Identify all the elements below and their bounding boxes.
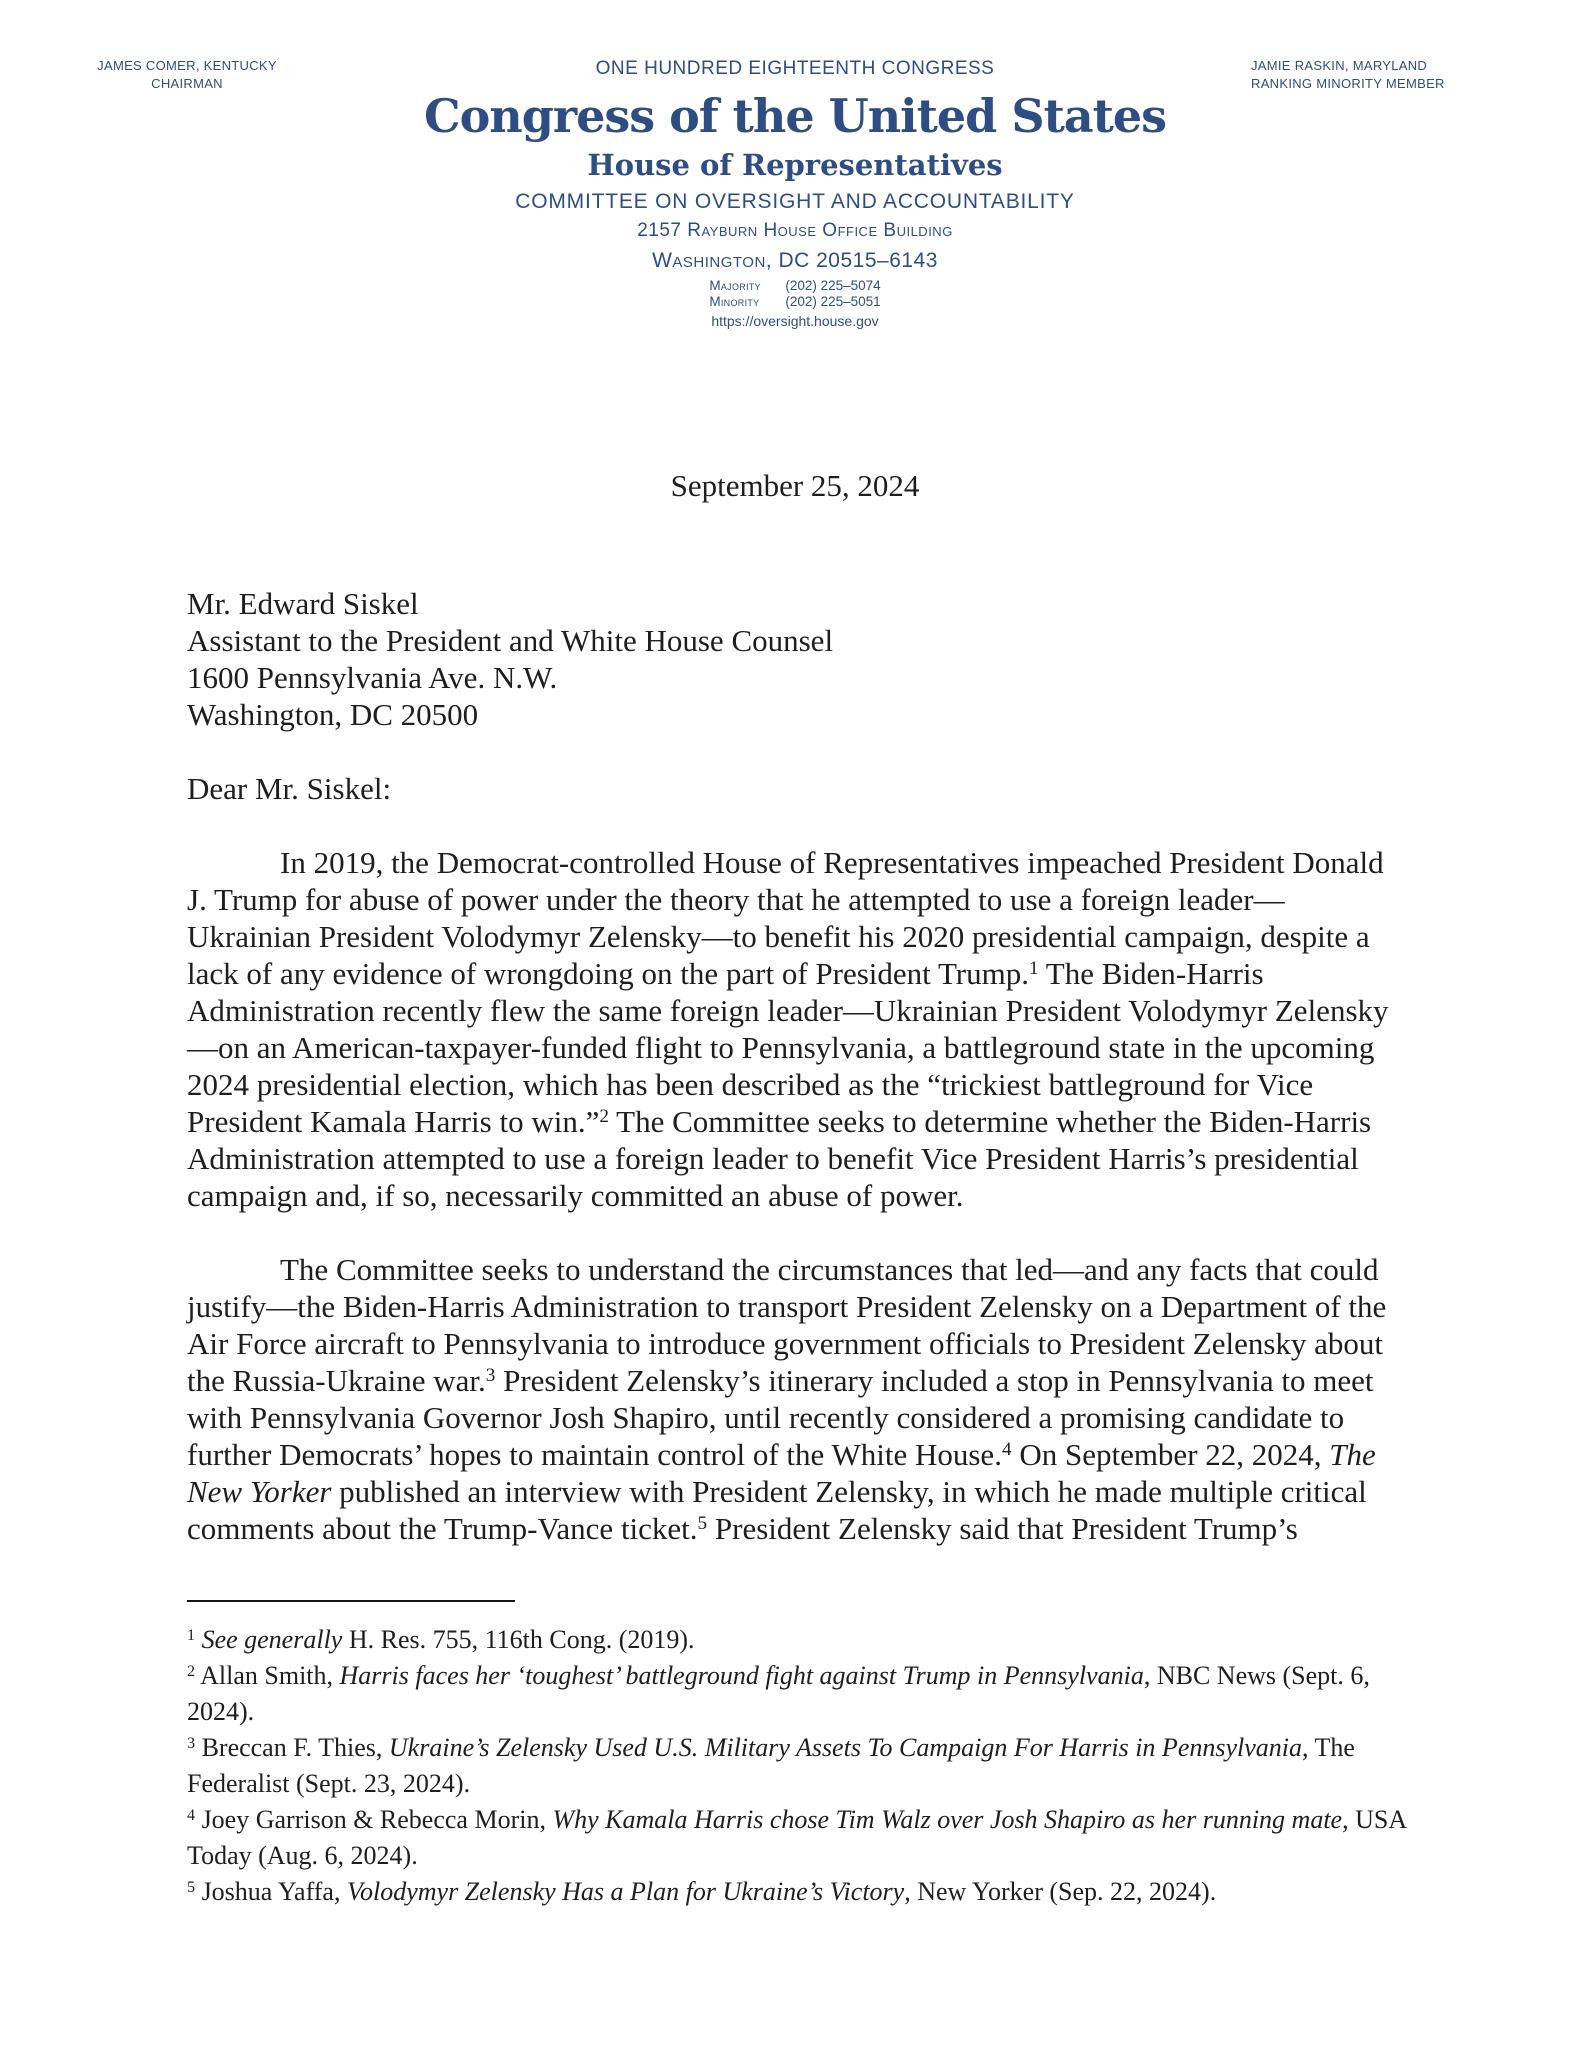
recipient-address-block [187, 585, 1405, 733]
majority-phone-row [709, 278, 880, 294]
footnotes-section [187, 1600, 1413, 1910]
footnote-separator-rule [187, 1600, 515, 1602]
salutation: Dear Mr. Siskel: [187, 771, 392, 806]
minority-phone-number: (202) 225–5051 [785, 294, 881, 309]
ranking-member-block [1251, 57, 1481, 93]
footnote-4: $^4$ Joey Garrison & Rebecca Morin, Why Kamala Harris chose Tim Walz over Josh Shapiro as her running mate, USA Today (Aug. 6, 2024). [187, 1805, 1406, 1870]
recipient-city: Washington, DC 20500 [187, 697, 479, 732]
office-building-address: 2157 Rayburn House Office Building [637, 220, 953, 241]
minority-phone-label: Minority [709, 294, 760, 309]
recipient-title: Assistant to the President and White House Counsel [187, 623, 834, 658]
committee-name: COMMITTEE ON OVERSIGHT AND ACCOUNTABILITY [515, 190, 1075, 213]
footnote-2: $^2$ Allan Smith, Harris faces her ‘toughest’ battleground fight against Trump in Pennsylvania, NBC News (Sept. 6, 2024). [187, 1661, 1370, 1726]
letter-body [187, 585, 1405, 1547]
house-subtitle: House of Representatives [587, 148, 1003, 182]
body-paragraph-2: The Committee seeks to understand the circumstances that led—and any facts that could justify—the Biden-Harris Administration to transport President Zelensky on a Department of the Air Force aircraft to Pennsylvania to introduce government officials to President Zelensky about the Russia-Ukraine war.$^3$ President Zelensky’s itinerary included a stop in Pennsylvania to meet with Pennsylvania Governor Josh Shapiro, until recently considered a promising candidate to further Democrats’ hopes to maintain control of the White House.$^4$ On September 22, 2024, The New Yorker published an interview with President Zelensky, in which he made multiple critical comments about the Trump-Vance ticket.$^5$ President Zelensky said that President Trump’s [187, 1252, 1387, 1546]
chairman-name: JAMES COMER, KENTUCKY [97, 58, 277, 73]
city-zip-address: Washington, DC 20515–6143 [652, 249, 938, 272]
ranking-member-title: RANKING MINORITY MEMBER [1251, 76, 1445, 91]
minority-phone-row [709, 294, 880, 310]
letterhead [0, 0, 1590, 400]
footnote-5: $^5$ Joshua Yaffa, Volodymyr Zelensky Has a Plan for Ukraine’s Victory, New Yorker (Sep. 22, 2024). [187, 1877, 1217, 1906]
committee-website-url: https://oversight.house.gov [711, 313, 879, 329]
congress-session-line: ONE HUNDRED EIGHTEENTH CONGRESS [595, 58, 995, 79]
footnote-3: $^3$ Breccan F. Thies, Ukraine’s Zelensky Used U.S. Military Assets To Campaign For Harris in Pennsylvania, The Federalist (Sept. 23, 2024). [187, 1733, 1355, 1798]
recipient-name: Mr. Edward Siskel [187, 586, 419, 621]
recipient-street: 1600 Pennsylvania Ave. N.W. [187, 660, 558, 695]
letter-date: September 25, 2024 [670, 468, 920, 503]
majority-phone-label: Majority [709, 278, 761, 293]
congress-title: Congress of the United States [423, 89, 1167, 143]
phone-numbers-block [0, 278, 1590, 311]
chairman-title: CHAIRMAN [151, 76, 223, 91]
footnote-1: $^1$ See generally H. Res. 755, 116th Cong. (2019). [187, 1625, 695, 1654]
majority-phone-number: (202) 225–5074 [785, 278, 881, 293]
body-paragraph-1: In 2019, the Democrat-controlled House of Representatives impeached President Donald J. Trump for abuse of power under the theory that he attempted to use a foreign leader—Ukrainian President Volodymyr Zelensky—to benefit his 2020 presidential campaign, despite a lack of any evidence of wrongdoing on the part of President Trump.$^1$ The Biden-Harris Administration recently flew the same foreign leader—Ukrainian President Volodymyr Zelensky—on an American-taxpayer-funded flight to Pennsylvania, a battleground state in the upcoming 2024 presidential election, which has been described as the “trickiest battleground for Vice President Kamala Harris to win.”$^2$ The Committee seeks to determine whether the Biden-Harris Administration attempted to use a foreign leader to benefit Vice President Harris’s presidential campaign and, if so, necessarily committed an abuse of power. [187, 845, 1389, 1213]
ranking-member-name: JAMIE RASKIN, MARYLAND [1251, 58, 1428, 73]
